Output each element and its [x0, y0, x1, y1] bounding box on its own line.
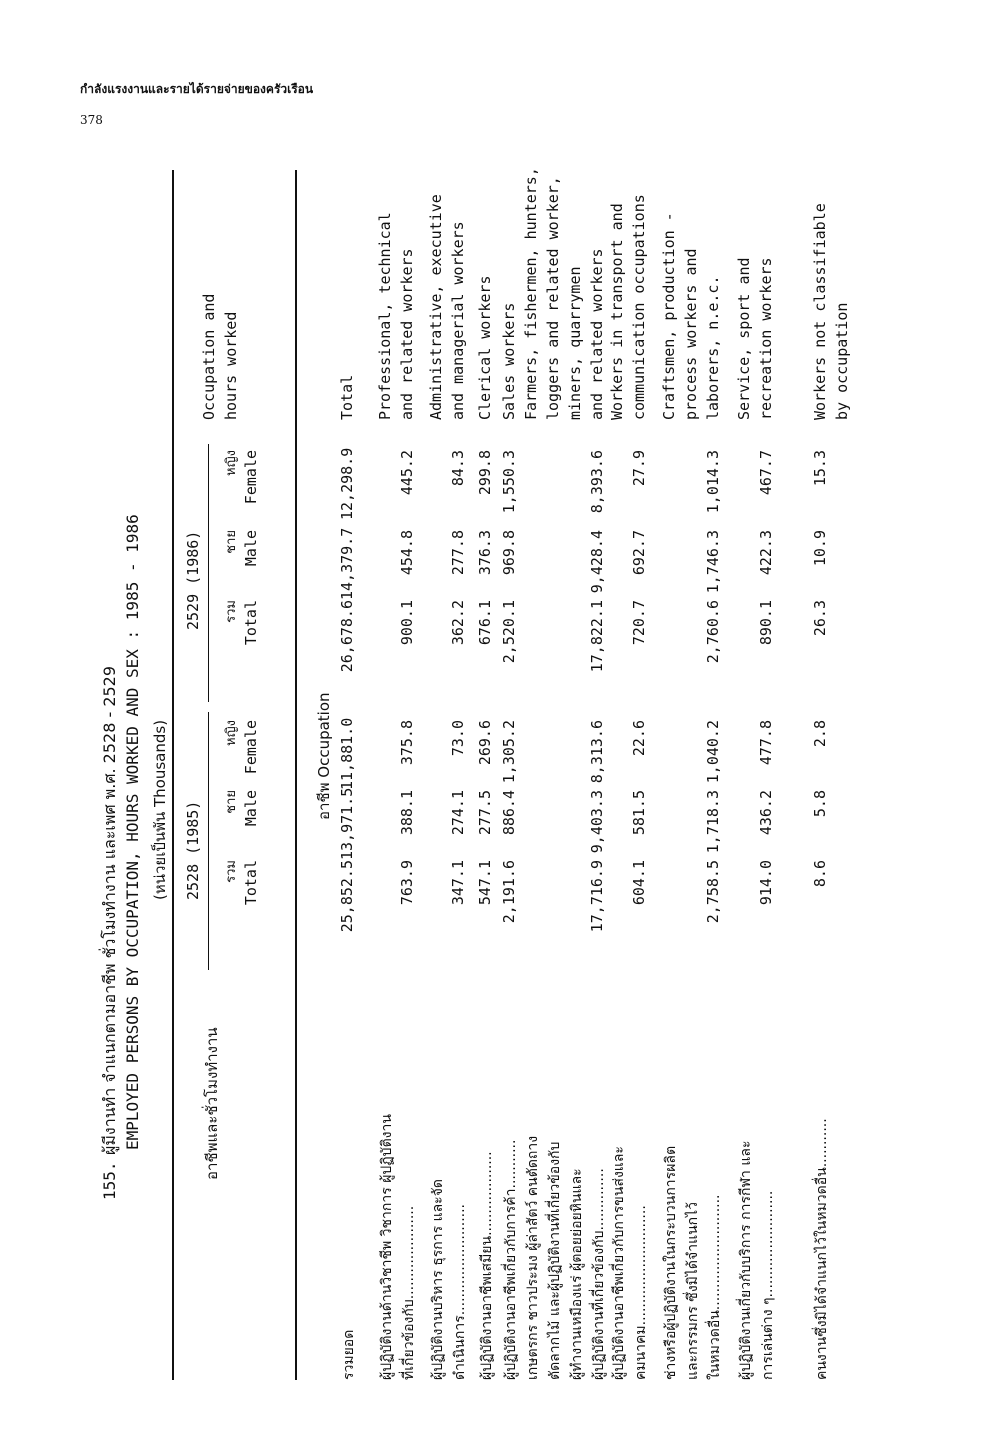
table-cell: 1,040.2 [704, 720, 722, 784]
table-cell: 84.3 [449, 450, 467, 487]
running-title: กำลังแรงงานและรายได้รายจ่ายของครัวเรือน [80, 82, 314, 96]
table-cell: 454.8 [398, 530, 416, 576]
row-label-th: รวมยอด [341, 1329, 357, 1380]
table-cell: 676.1 [476, 600, 494, 646]
table-cell: 8,393.6 [588, 450, 606, 514]
row-label-th: ดำเนินการ......................... [452, 1204, 468, 1380]
year2-rule [208, 444, 209, 702]
table-cell: 763.9 [398, 860, 416, 906]
row-label-th: ผู้ปฏิบัติงานอาชีพเสมียน................... [479, 1151, 495, 1380]
row-label-th: ตัดลากไม้ และผู้ปฏิบัติงานที่เกี่ยวข้องกับ [547, 1141, 563, 1380]
row-label-th: เกษตรกร ชาวประมง ผู้ล่าสัตว์ คนตัดถาง [525, 1135, 541, 1380]
table-cell: 1,014.3 [704, 450, 722, 514]
row-label-en: Workers not classifiable [811, 203, 829, 420]
table-cell: 8.6 [811, 860, 829, 888]
year1-head: 2528 (1985) [184, 800, 202, 900]
table-number: 155. [100, 1161, 119, 1200]
col-en-female-2: Female [242, 450, 260, 505]
table-cell: 9,403.3 [588, 790, 606, 854]
stub-head-en-1: Occupation and [200, 293, 218, 420]
row-label-th: ผู้ปฏิบัติงานอาชีพเกี่ยวกับการค้า........... [503, 1139, 519, 1380]
row-label-th: ในหมวดอื่น.......................... [707, 1194, 723, 1380]
stub-head-th: อาชีพและชั่วโมงทำงาน [203, 1027, 221, 1180]
row-label-th: การเล่นต่าง ๆ........................ [760, 1190, 776, 1380]
row-label-en: Sales workers [500, 302, 518, 420]
table-cell: 27.9 [630, 450, 648, 487]
stub-head-en-2: hours worked [222, 311, 240, 420]
table-cell: 890.1 [757, 600, 775, 646]
row-label-en: and related workers [588, 248, 606, 420]
table-cell: 692.7 [630, 530, 648, 576]
row-label-en: laborers, n.e.c. [704, 275, 722, 420]
row-label-th: ที่เกี่ยวข้องกับ..................... [401, 1205, 417, 1380]
row-label-en: and related workers [398, 248, 416, 420]
row-label-th: ผู้ปฏิบัติงานอาชีพเกี่ยวกับการขนส่งและ [611, 1146, 627, 1380]
table-cell: 1,550.3 [500, 450, 518, 514]
row-label-th: ผู้ปฏิบัติงานบริหาร ธุรการ และจัด [430, 1179, 446, 1380]
table-cell: 299.8 [476, 450, 494, 496]
table-cell: 14,379.7 [338, 527, 356, 600]
col-th-male-1: ชาย [224, 790, 239, 814]
table-cell: 362.2 [449, 600, 467, 646]
row-label-en: Workers in transport and [608, 203, 626, 420]
col-th-female-1: หญิง [224, 720, 239, 746]
row-label-en: Administrative, executive [427, 194, 445, 420]
table-cell: 11,881.0 [338, 717, 356, 790]
year1-rule [208, 712, 209, 970]
table-cell: 17,822.1 [588, 600, 606, 673]
col-th-male-2: ชาย [224, 530, 239, 554]
row-label-th: ผู้ปฏิบัติงานด้านวิชาชีพ วิชาการ ผู้ปฏิบัติงาน [379, 1114, 395, 1380]
col-th-total-2: รวม [224, 600, 239, 623]
row-label-en: miners, quarrymen [566, 266, 584, 420]
table-cell: 277.5 [476, 790, 494, 836]
row-label-th: คนงานซึ่งมิได้จำแนกไว้ในหมวดอื่น........... [814, 1118, 830, 1380]
table-cell: 1,746.3 [704, 530, 722, 594]
rotated-table [80, 140, 880, 1380]
col-th-total-1: รวม [224, 860, 239, 883]
row-label-th: ช่างหรือผู้ปฏิบัติงานในกระบวนการผลิต [663, 1145, 679, 1380]
table-cell: 269.6 [476, 720, 494, 766]
row-label-en: communication occupations [630, 194, 648, 420]
table-cell: 8,313.6 [588, 720, 606, 784]
row-label-th: คมนาคม........................... [633, 1205, 649, 1380]
table-cell: 5.8 [811, 790, 829, 818]
col-en-male-2: Male [242, 530, 260, 567]
table-cell: 900.1 [398, 600, 416, 646]
row-label-th: ผู้ปฏิบัติงานเกี่ยวกับบริการ การกีฬา และ [738, 1140, 754, 1380]
table-cell: 477.8 [757, 720, 775, 766]
table-cell: 25,852.5 [338, 860, 356, 933]
table-cell: 969.8 [500, 530, 518, 576]
row-label-en: Service, sport and [735, 257, 753, 420]
table-cell: 12,298.9 [338, 447, 356, 520]
table-cell: 13,971.5 [338, 787, 356, 860]
table-cell: 347.1 [449, 860, 467, 906]
table-cell: 914.0 [757, 860, 775, 906]
table-cell: 436.2 [757, 790, 775, 836]
table-cell: 277.8 [449, 530, 467, 576]
row-label-en: Total [338, 374, 356, 420]
table-title-th: ผู้มีงานทำ จำแนกตามอาชีพ ชั่วโมงทำงาน และเพศ พ.ศ. 2528 - 2529 [100, 665, 119, 1155]
table-cell: 388.1 [398, 790, 416, 836]
row-label-en: loggers and related worker, [544, 176, 562, 420]
header-bottom-rule [295, 170, 297, 1380]
row-label-th: และกรรมกร ซึ่งมิได้จำแนกไว้ [685, 1201, 701, 1380]
table-cell: 581.5 [630, 790, 648, 836]
col-th-female-2: หญิง [224, 450, 239, 476]
table-cell: 445.2 [398, 450, 416, 496]
col-en-total-2: Total [242, 600, 260, 646]
table-cell: 17,716.9 [588, 860, 606, 933]
table-cell: 467.7 [757, 450, 775, 496]
year2-head: 2529 (1986) [184, 530, 202, 630]
table-title-en: EMPLOYED PERSONS BY OCCUPATION, HOURS WORKED AND SEX : 1985 - 1986 [123, 514, 142, 1150]
table-cell: 886.4 [500, 790, 518, 836]
page-number: 378 [80, 113, 103, 127]
col-en-female-1: Female [242, 720, 260, 775]
row-label-en: Clerical workers [476, 275, 494, 420]
table-cell: 2,191.6 [500, 860, 518, 924]
table-cell: 15.3 [811, 450, 829, 487]
section-label: อาชีพ Occupation [315, 692, 333, 820]
row-label-th: ผู้ปฏิบัติงานที่เกี่ยวข้องกับ.............. [591, 1168, 607, 1380]
table-cell: 73.0 [449, 720, 467, 757]
col-en-total-1: Total [242, 860, 260, 906]
table-cell: 2,760.6 [704, 600, 722, 664]
row-label-en: Professional, technical [376, 212, 394, 420]
table-cell: 376.3 [476, 530, 494, 576]
row-label-en: process workers and [682, 248, 700, 420]
table-cell: 422.3 [757, 530, 775, 576]
table-cell: 720.7 [630, 600, 648, 646]
table-unit: (หน่วยเป็นพัน Thousands) [151, 719, 169, 900]
table-cell: 375.8 [398, 720, 416, 766]
table-cell: 2.8 [811, 720, 829, 748]
table-cell: 547.1 [476, 860, 494, 906]
table-cell: 1,718.3 [704, 790, 722, 854]
row-label-en: Farmers, fishermen, hunters, [522, 167, 540, 420]
top-rule [172, 170, 174, 1380]
table-cell: 274.1 [449, 790, 467, 836]
table-cell: 1,305.2 [500, 720, 518, 784]
table-cell: 604.1 [630, 860, 648, 906]
table-cell: 2,520.1 [500, 600, 518, 664]
row-label-en: by occupation [833, 302, 851, 420]
row-label-en: recreation workers [757, 257, 775, 420]
row-label-en: Craftsmen, production - [660, 212, 678, 420]
col-en-male-1: Male [242, 790, 260, 827]
table-cell: 9,428.4 [588, 530, 606, 594]
row-label-en: and managerial workers [449, 221, 467, 420]
row-label-th: ผู้ทำงานเหมืองแร่ ผู้ตอยย่อยหินและ [569, 1168, 585, 1380]
table-cell: 26.3 [811, 600, 829, 637]
table-cell: 26,678.6 [338, 600, 356, 673]
table-cell: 22.6 [630, 720, 648, 757]
table-cell: 10.9 [811, 530, 829, 567]
table-cell: 2,758.5 [704, 860, 722, 924]
